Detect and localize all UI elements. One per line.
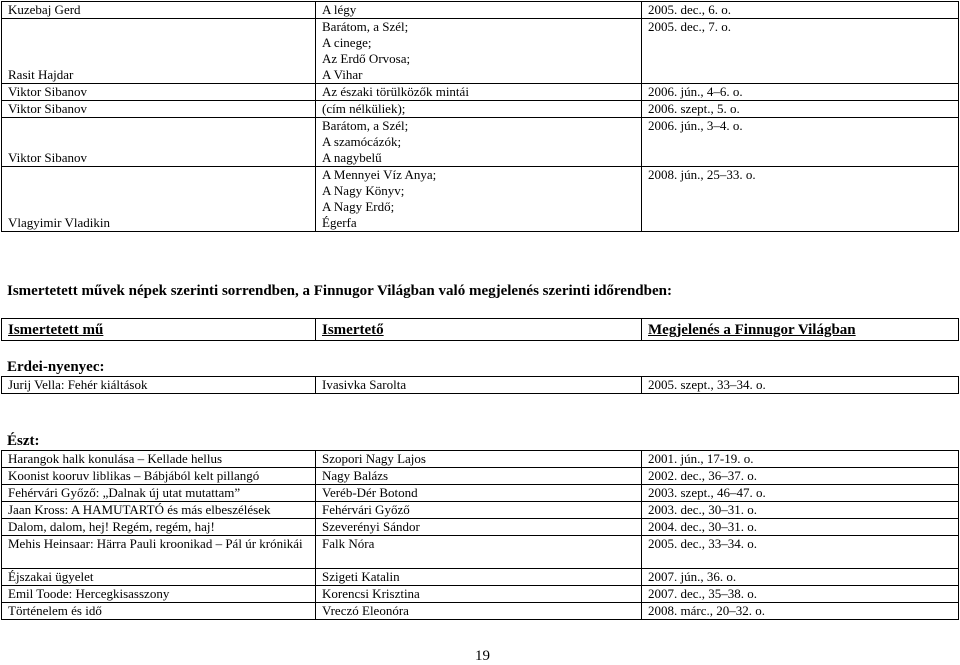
published-cell: 2003. dec., 30–31. o. [642, 502, 959, 519]
work-title: A Nagy Könyv; [322, 183, 405, 198]
pub-date: 2005. dec., 7. o. [648, 19, 732, 34]
work-title: A Vihar [322, 67, 363, 82]
pub-date: 2006. jún., 3–4. o. [648, 118, 743, 133]
published-cell: 2005. szept., 33–34. o. [642, 377, 959, 394]
table-row [2, 167, 959, 232]
author-cell: Rasit Hajdar [2, 19, 316, 84]
table-row [2, 468, 959, 485]
work-title: Égerfa [322, 215, 357, 230]
published-cell: 2008. márc., 20–32. o. [642, 603, 959, 620]
column-header-table [1, 318, 959, 341]
works-cell [316, 19, 642, 84]
reviewer-cell: Nagy Balázs [316, 468, 642, 485]
published-cell: 2004. dec., 30–31. o. [642, 519, 959, 536]
table-row [2, 569, 959, 586]
pub-date: 2008. jún., 25–33. o. [648, 167, 756, 182]
top-index-table [1, 1, 959, 232]
work-title: Az északi törülközők mintái [322, 84, 469, 99]
works-cell [316, 84, 642, 101]
column-header-published: Megjelenés a Finnugor Világban [642, 319, 959, 341]
table-row [2, 84, 959, 101]
work-cell: Koonist kooruv liblikas – Bábjából kelt pillangó [2, 468, 316, 485]
work-title: Barátom, a Szél; [322, 118, 409, 133]
pub-date: 2006. jún., 4–6. o. [648, 84, 743, 99]
published-cell: 2001. jún., 17-19. o. [642, 451, 959, 468]
column-header-work: Ismertetett mű [2, 319, 316, 341]
reviewer-cell: Falk Nóra [316, 536, 642, 569]
date-cell [642, 101, 959, 118]
reviewer-cell: Ivasivka Sarolta [316, 377, 642, 394]
table-row [2, 519, 959, 536]
reviewer-cell: Vreczó Eleonóra [316, 603, 642, 620]
works-cell [316, 2, 642, 19]
table-row [2, 536, 959, 569]
works-cell [316, 101, 642, 118]
table-row [2, 586, 959, 603]
table-row [2, 2, 959, 19]
page-number: 19 [475, 648, 490, 664]
table-row [2, 603, 959, 620]
reviewer-cell: Szigeti Katalin [316, 569, 642, 586]
pub-date: 2006. szept., 5. o. [648, 101, 740, 116]
date-cell [642, 19, 959, 84]
section-title-estonian: Észt: [7, 433, 40, 449]
work-title: A Mennyei Víz Anya; [322, 167, 437, 182]
work-title: A nagybelű [322, 150, 382, 165]
work-cell: Harangok halk konulása – Kellade hellus [2, 451, 316, 468]
reviewer-cell: Veréb-Dér Botond [316, 485, 642, 502]
published-cell: 2005. dec., 33–34. o. [642, 536, 959, 569]
date-cell [642, 167, 959, 232]
reviewer-cell: Szopori Nagy Lajos [316, 451, 642, 468]
published-cell: 2007. jún., 36. o. [642, 569, 959, 586]
work-title: A cinege; [322, 35, 372, 50]
table-row [2, 19, 959, 84]
work-cell: Mehis Heinsaar: Härra Pauli kroonikad – Pál úr krónikái [2, 536, 316, 569]
table-row [2, 502, 959, 519]
works-cell [316, 167, 642, 232]
table-row [2, 101, 959, 118]
reviewer-cell: Fehérvári Győző [316, 502, 642, 519]
author-cell: Vlagyimir Vladikin [2, 167, 316, 232]
work-cell: Emil Toode: Hercegkisasszony [2, 586, 316, 603]
work-cell: Dalom, dalom, hej! Regém, regém, haj! [2, 519, 316, 536]
work-cell: Fehérvári Győző: „Dalnak új utat mutattam” [2, 485, 316, 502]
published-cell: 2003. szept., 46–47. o. [642, 485, 959, 502]
reviewer-cell: Szeverényi Sándor [316, 519, 642, 536]
author-cell: Kuzebaj Gerd [2, 2, 316, 19]
date-cell [642, 2, 959, 19]
table-row [2, 485, 959, 502]
work-title: A légy [322, 2, 357, 17]
work-cell: Éjszakai ügyelet [2, 569, 316, 586]
section-title-nenets: Erdei-nyenyec: [7, 359, 105, 375]
work-title: Az Erdő Orvosa; [322, 51, 411, 66]
date-cell [642, 118, 959, 167]
table-row [2, 377, 959, 394]
work-title: A Nagy Erdő; [322, 199, 395, 214]
author-cell: Viktor Sibanov [2, 84, 316, 101]
section-heading: Ismertetett művek népek szerinti sorrendben, a Finnugor Világban való megjelenés szerinti időrendben: [7, 283, 672, 299]
work-cell: Jurij Vella: Fehér kiáltások [2, 377, 316, 394]
author-cell: Viktor Sibanov [2, 101, 316, 118]
table-row [2, 118, 959, 167]
header-row [2, 319, 959, 341]
published-cell: 2007. dec., 35–38. o. [642, 586, 959, 603]
works-cell [316, 118, 642, 167]
work-title: Barátom, a Szél; [322, 19, 409, 34]
pub-date: 2005. dec., 6. o. [648, 2, 732, 17]
work-cell: Jaan Kross: A HAMUTARTÓ és más elbeszélések [2, 502, 316, 519]
work-title: (cím nélküliek); [322, 101, 406, 116]
table-row [2, 451, 959, 468]
reviewer-cell: Korencsi Krisztina [316, 586, 642, 603]
nenets-table [1, 376, 959, 394]
date-cell [642, 84, 959, 101]
work-title: A szamócázók; [322, 134, 402, 149]
column-header-reviewer: Ismertető [316, 319, 642, 341]
author-cell: Viktor Sibanov [2, 118, 316, 167]
published-cell: 2002. dec., 36–37. o. [642, 468, 959, 485]
work-cell: Történelem és idő [2, 603, 316, 620]
estonian-table [1, 450, 959, 620]
